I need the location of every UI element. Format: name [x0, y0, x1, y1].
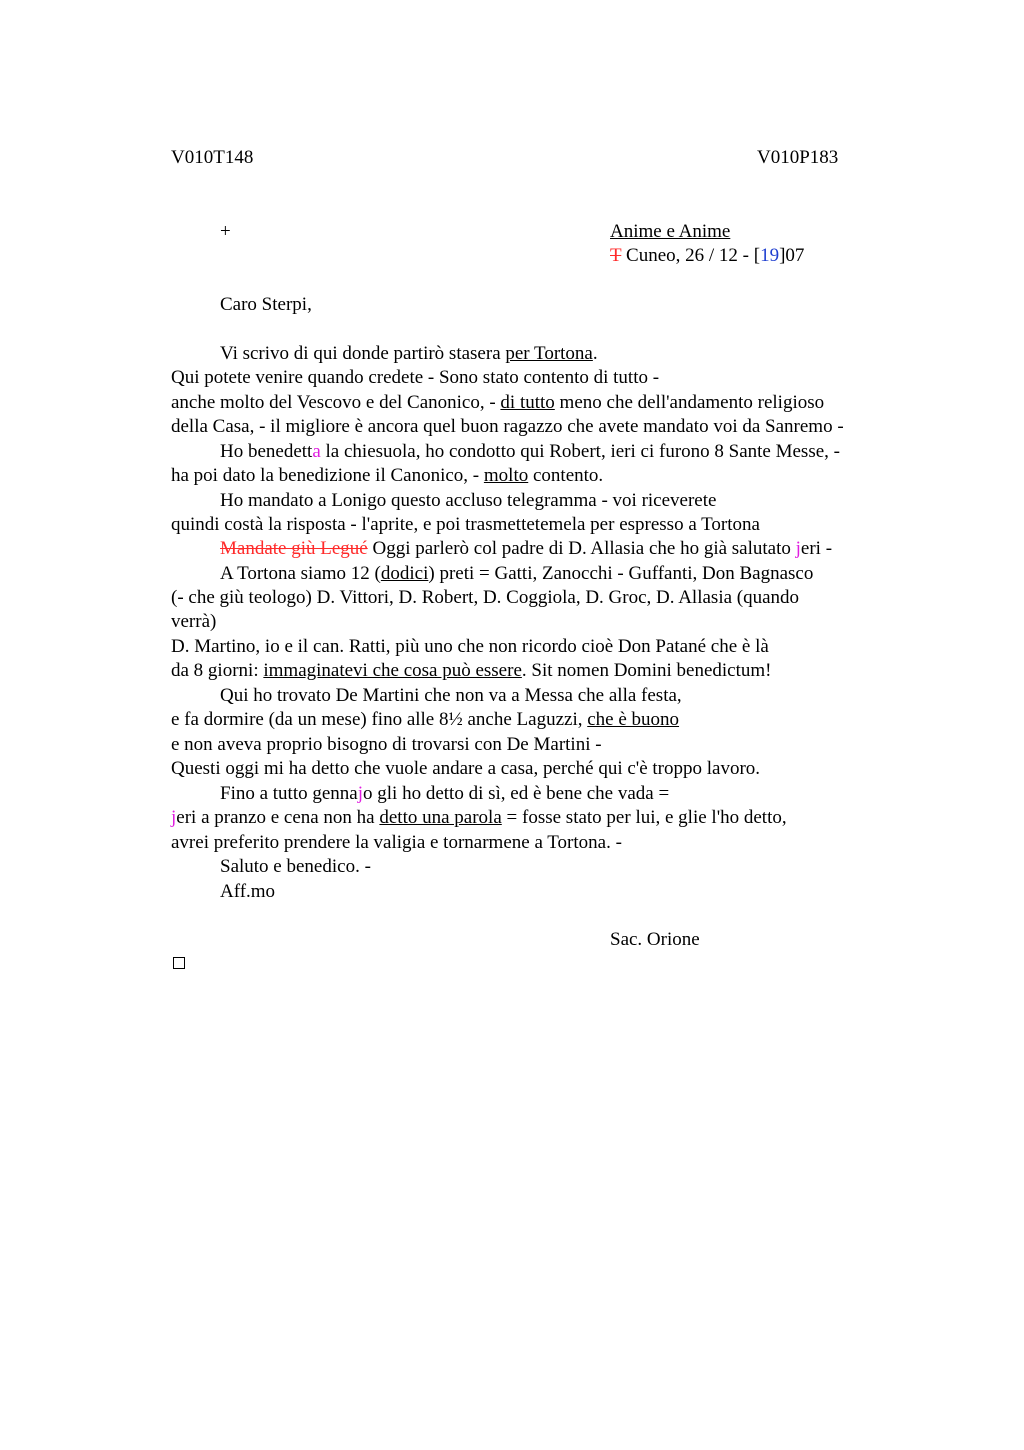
body-line-8: quindi costà la risposta - l'aprite, e poi trasmettetemela per espresso a Tortona [171, 514, 760, 535]
body-line-2: Qui potete venire quando credete - Sono stato contento di tutto - [171, 367, 660, 388]
body-line-16: e fa dormire (da un mese) fino alle 8½ anche Laguzzi, che è buono [171, 709, 680, 730]
header-right-code: V010P183 [757, 147, 839, 168]
body-line-22: Saluto e benedico. - [220, 856, 371, 877]
body-line-11: (- che giù teologo) D. Vittori, D. Robert, D. Coggiola, D. Groc, D. Allasia (quando [171, 587, 800, 608]
body-line-7: Ho mandato a Lonigo questo accluso telegramma - voi riceverete [220, 490, 717, 511]
body-line-6: ha poi dato la benedizione il Canonico, - molto contento. [171, 465, 604, 486]
heading-title: Anime e Anime [610, 221, 731, 242]
end-square-icon [173, 957, 185, 969]
cross-mark: + [220, 221, 231, 242]
header-left-code: V010T148 [171, 147, 254, 168]
body-line-21: avrei preferito prendere la valigia e tornarmene a Tortona. - [171, 832, 622, 853]
body-line-15: Qui ho trovato De Martini che non va a Messa che alla festa, [220, 685, 682, 706]
body-line-4: della Casa, - il migliore è ancora quel buon ragazzo che avete mandato voi da Sanremo - [171, 416, 844, 437]
body-line-3: anche molto del Vescovo e del Canonico, - di tutto meno che dell'andamento religioso [171, 392, 825, 413]
body-line-23: Aff.mo [220, 881, 276, 902]
deleted-letter: T [610, 245, 622, 266]
body-line-19: Fino a tutto gennajo gli ho detto di sì, ed è bene che vada = [220, 783, 670, 804]
body-line-17: e non aveva proprio bisogno di trovarsi con De Martini - [171, 734, 602, 755]
salutation: Caro Sterpi, [220, 294, 312, 315]
year-insert: 19 [760, 245, 780, 266]
body-line-12: verrà) [171, 611, 217, 632]
body-line-13: D. Martino, io e il can. Ratti, più uno che non ricordo cioè Don Patané che è là [171, 636, 769, 657]
body-line-14: da 8 giorni: immaginatevi che cosa può essere. Sit nomen Domini benedictum! [171, 660, 772, 681]
body-line-10: A Tortona siamo 12 (dodici) preti = Gatti, Zanocchi - Guffanti, Don Bagnasco [220, 563, 814, 584]
deleted-text: Mandate giù Legué [220, 538, 368, 559]
body-line-5: Ho benedetta la chiesuola, ho condotto qui Robert, ieri ci furono 8 Sante Messe, - [220, 441, 840, 462]
body-line-20: jeri a pranzo e cena non ha detto una parola = fosse stato per lui, e glie l'ho detto, [171, 807, 787, 828]
place-date: T Cuneo, 26 / 12 - [19]07 [610, 245, 805, 266]
body-line-1: Vi scrivo di qui donde partirò stasera per Tortona. [220, 343, 598, 364]
signature: Sac. Orione [610, 929, 700, 950]
body-line-9: Mandate giù Legué Oggi parlerò col padre di D. Allasia che ho già salutato jeri - [220, 538, 833, 559]
body-line-18: Questi oggi mi ha detto che vuole andare a casa, perché qui c'è troppo lavoro. [171, 758, 761, 779]
